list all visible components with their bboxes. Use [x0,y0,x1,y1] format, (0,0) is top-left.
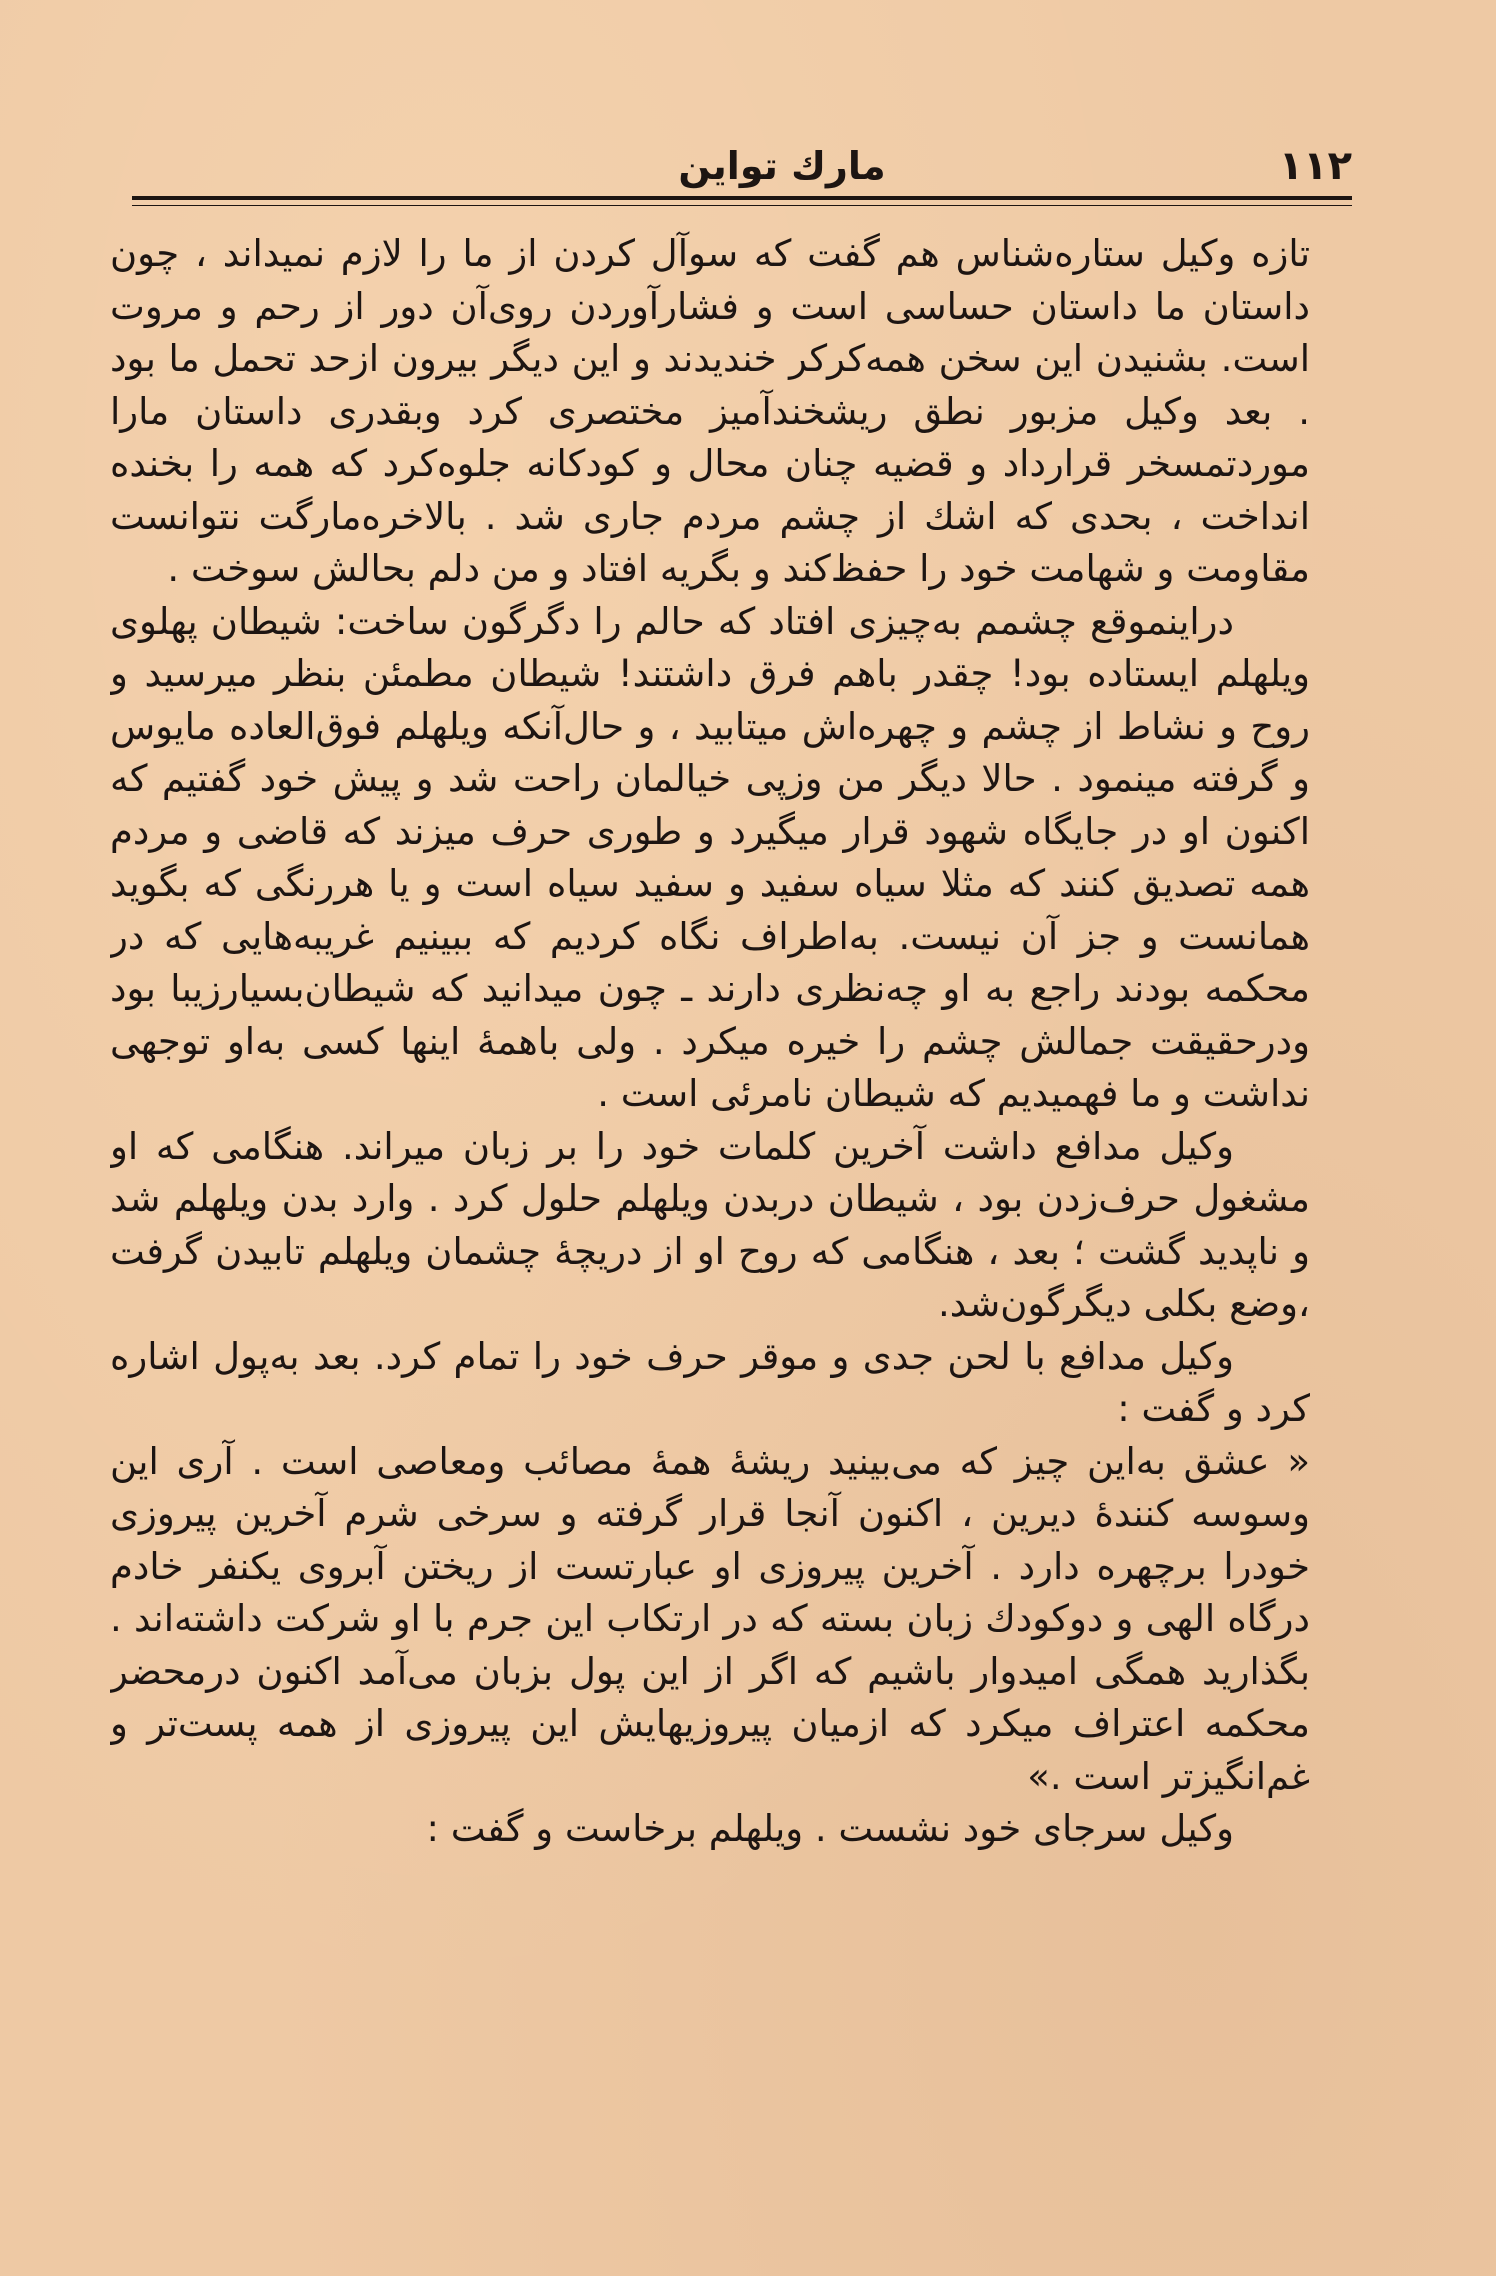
header-rule [132,196,1352,200]
paragraph: وکیل مدافع با لحن جدی و موقر حرف خود را تمام کرد. بعد به‌پول اشاره کرد و گفت : [110,1334,1310,1430]
body-text [110,228,1310,2218]
header-rule-thin [132,205,1352,206]
quotation-paragraph: « عشق به‌این چیز که می‌بینید ریشهٔ همهٔ مصائب ومعاصی است . آری این وسوسه کنندهٔ دیرین ، اکنون آنجا قرار گرفته و سرخی شرم آخرین پیروزی خودرا برچهره دارد . آخرین پیروزی او عبارتست از ریختن آبروی یکنفر خادم درگاه الهی و دوکودك زبان بسته که در ارتکاب این جرم با او شرکت داشته‌اند . بگذارید همگی امیدوار باشیم که اگر از این پول بزبان می‌آمد اکنون درمحضر محکمه اعتراف میکرد که ازمیان پیروزیهایش این پیروزی از همه پست‌تر و غم‌انگیزتر است .» [110,1439,1310,1798]
page-number: ۱۱۲ [1278,143,1352,189]
paragraph: وکیل سرجای خود نشست . ویلهلم برخاست و گفت : [426,1807,1234,1850]
paragraph: تازه وکیل ستاره‌شناس هم گفت که سوآل کردن از ما را لازم نمیداند ، چون داستان ما داستان حساسی است و فشارآوردن روی‌آن دور از رحم و مروت است. بشنیدن این سخن همه‌کرکر خندیدند و این دیگر بیرون ازحد تحمل ما بود . بعد وکیل مزبور نطق ریشخندآمیز مختصری کرد وبقدری داستان مارا موردتمسخر قرارداد و قضیه چنان محال و کودکانه جلوه‌کرد که همه را بخنده انداخت ، بحدی که اشك از چشم مردم جاری شد . بالاخره‌مارگت نتوانست مقاومت و شهامت خود را حفظ‌کند و بگریه افتاد و من دلم بحالش سوخت . [110,232,1310,590]
paragraph: وکیل مدافع داشت آخرین کلمات خود را بر زبان میراند. هنگامی که او مشغول حرف‌زدن بود ، شیطان دربدن ویلهلم حلول کرد . وارد بدن ویلهلم شد و ناپدید گشت ؛ بعد ، هنگامی که روح او از دریچهٔ چشمان ویلهلم تابیدن گرفت ،وضع بکلی دیگرگون‌شد. [110,1124,1310,1325]
paragraph: دراینموقع چشمم به‌چیزی افتاد که حالم را دگرگون ساخت: شیطان پهلوی ویلهلم ایستاده بود! چقدر باهم فرق داشتند! شیطان مطمئن بنظر میرسید و روح و نشاط از چشم و چهره‌اش میتابید ، و حال‌آنکه ویلهلم فوق‌العاده مایوس و گرفته مینمود . حالا دیگر من وزپی خیالمان راحت شد و پیش خود گفتیم که اکنون او در جایگاه شهود قرار میگیرد و طوری حرف میزند که قاضی و مردم همه تصدیق کنند که مثلا سیاه سفید و سفید سیاه است و یا هررنگی که بگوید همانست و جز آن نیست. به‌اطراف نگاه کردیم که ببینیم غریبه‌هایی که در محکمه بودند راجع به او چه‌نظری دارند ـ چون میدانید که شیطان‌بسیارزیبا بود ودرحقیقت جمالش چشم را خیره میکرد . ولی باهمهٔ اینها کسی به‌او توجهی نداشت و ما فهمیدیم که شیطان نامرئی است . [110,599,1310,1115]
running-title: مارك تواين [678,144,886,188]
running-header [132,140,1352,192]
